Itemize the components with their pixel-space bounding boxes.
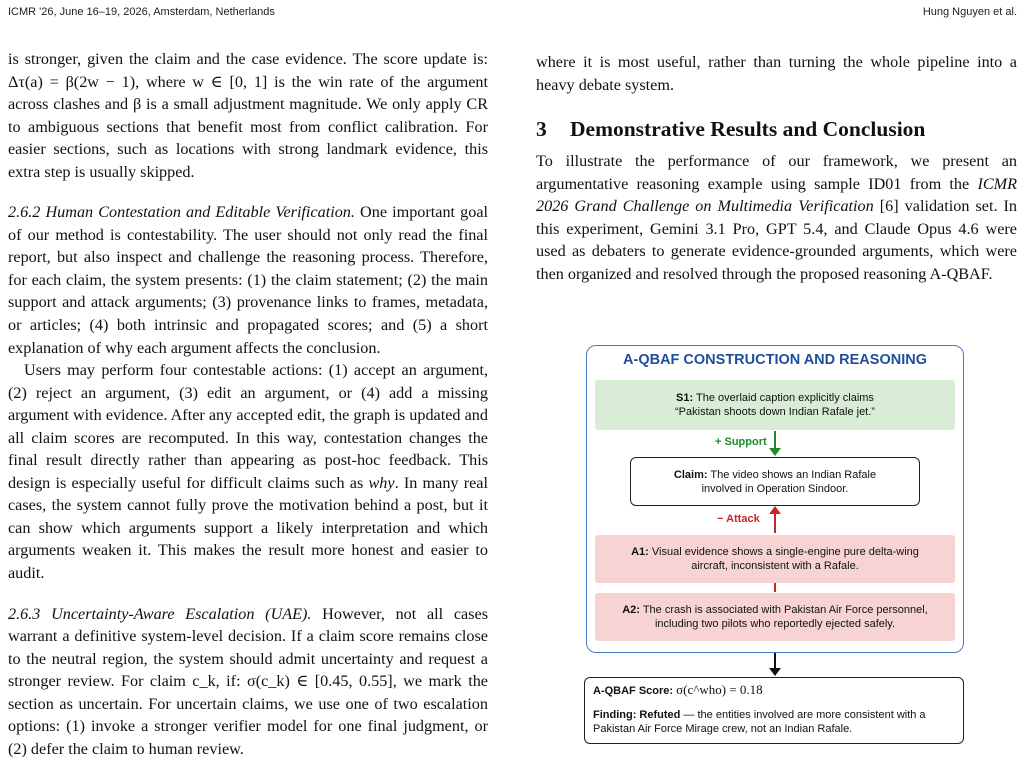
- figure-title: A-QBAF CONSTRUCTION AND REASONING: [623, 352, 927, 368]
- paragraph-continuation: where it is most useful, rather than turning the whole pipeline into a heavy debate system.: [536, 53, 1017, 94]
- challenge-name: ICMR 2026 Grand Challenge on Multimedia Verification: [536, 174, 1017, 216]
- score-label: A-QBAF Score:: [593, 685, 674, 697]
- subsection-body-2-6-2: One important goal of our method is contestability. The user should not only read the final report, but also inspect and challenge the reasoning process. Therefore, for each claim, the system presents: (1) the claim statement; (2) the main support and attack arguments; (3) provenance links to frames, metadata, or articles; (4) both intrinsic and propagated scores; and (5) a short explanation of why each argument affects the conclusion.: [8, 203, 489, 357]
- section-heading: [536, 117, 1017, 142]
- attack-argument-a1: A1: Visual evidence shows a single-engine pure delta-wing aircraft, inconsistent with a Rafale.: [595, 535, 955, 583]
- paragraph-results: To illustrate the performance of our framework, we present an argumentative reasoning example using sample ID01 from the ICMR 2026 Grand Challenge on Multimedia Verification [6] validation set. In this experiment, Gemini 3.1 Pro, GPT 5.4, and Claude Opus 4.6 were used as debaters to generate evidence-grounded arguments, which were then organized and resolved through the proposed reasoning A-QBAF.: [536, 152, 1018, 283]
- attack-label: − Attack: [717, 513, 760, 525]
- finding-label: Finding: Refuted: [593, 709, 681, 721]
- paragraph-score-update: is stronger, given the claim and the case evidence. The score update is: Δτ(a) = β(2w − 1), where w ∈ [0, 1] is the win rate of the argument across clashes and β is a small adjustment magnitude. We only apply CR to ambiguous sections that benefit most from conflict calibration. For easier sections, such as locations with strong landmark evidence, this extra step is usually skipped.: [8, 50, 488, 181]
- subsection-body-2-6-3: However, not all cases warrant a definitive system-level decision. If a claim score remains close to the neutral region, the system should admit uncertainty and request a stronger review. For claim c_k, if: σ(c_k) ∈ [0.45, 0.55], we mark the section as uncertain. For uncertain claims, we use one of two escalation options: (1) invoke a stronger verifier model for one final judgment, or (2) defer the claim to human review.: [8, 604, 488, 758]
- header-authors: Hung Nguyen et al.: [922, 6, 1017, 18]
- subsection-heading-2-6-2: 2.6.2 Human Contestation and Editable Verification.: [8, 203, 355, 222]
- a1-label: A1:: [631, 546, 649, 558]
- right-column-results: [536, 150, 1017, 285]
- output-arrowhead: [769, 668, 781, 676]
- right-column-intro: [536, 51, 1017, 96]
- aqbaf-figure: [586, 345, 964, 653]
- subsection-heading-2-6-3: 2.6.3 Uncertainty-Aware Escalation (UAE).: [8, 604, 312, 623]
- support-argument-s1: S1: The overlaid caption explicitly claims “Pakistan shoots down Indian Rafale jet.”: [595, 380, 955, 430]
- claim-label: Claim:: [673, 468, 708, 481]
- finding-line: [593, 708, 955, 736]
- a2-label: A2:: [622, 604, 640, 616]
- section-title: Demonstrative Results and Conclusion: [570, 117, 926, 141]
- finding-text: — the entities involved are more consistent with a Pakistan Air Force Mirage crew, not an Indian Rafale.: [593, 709, 926, 735]
- s1-label: S1:: [676, 392, 694, 404]
- score-result-box: [584, 677, 964, 744]
- section-number: 3: [536, 117, 547, 141]
- paragraph-human-contestation: [8, 201, 488, 359]
- header-venue: ICMR '26, June 16–19, 2026, Amsterdam, Netherlands: [8, 6, 275, 18]
- paragraph-contestable-actions: Users may perform four contestable actions: (1) accept an argument, (2) reject an argument, (3) edit an argument, or (4) add a missing argument with evidence. After any accepted edit, the graph is updated and all claim scores are recomputed. In this way, contestation changes the final result directly rather than appearing as post-hoc feedback. This design is especially useful for difficult claims such as why. In many real cases, the system cannot fully prove the motivation behind a post, but it can show which arguments support a likely interpretation and which arguments weaken it. This makes the result more honest and easier to audit.: [8, 361, 488, 583]
- left-column: [8, 48, 488, 760]
- paragraph-uncertainty-escalation: [8, 603, 488, 761]
- score-value: σ(c^who) = 0.18: [676, 682, 763, 697]
- claim-node: Claim: The video shows an Indian Rafale involved in Operation Sindoor.: [630, 457, 920, 506]
- attack-argument-a2: A2: The crash is associated with Pakistan Air Force personnel, including two pilots who reportedly ejected safely.: [595, 593, 955, 641]
- running-header: [8, 4, 1017, 22]
- support-label: + Support: [715, 436, 767, 448]
